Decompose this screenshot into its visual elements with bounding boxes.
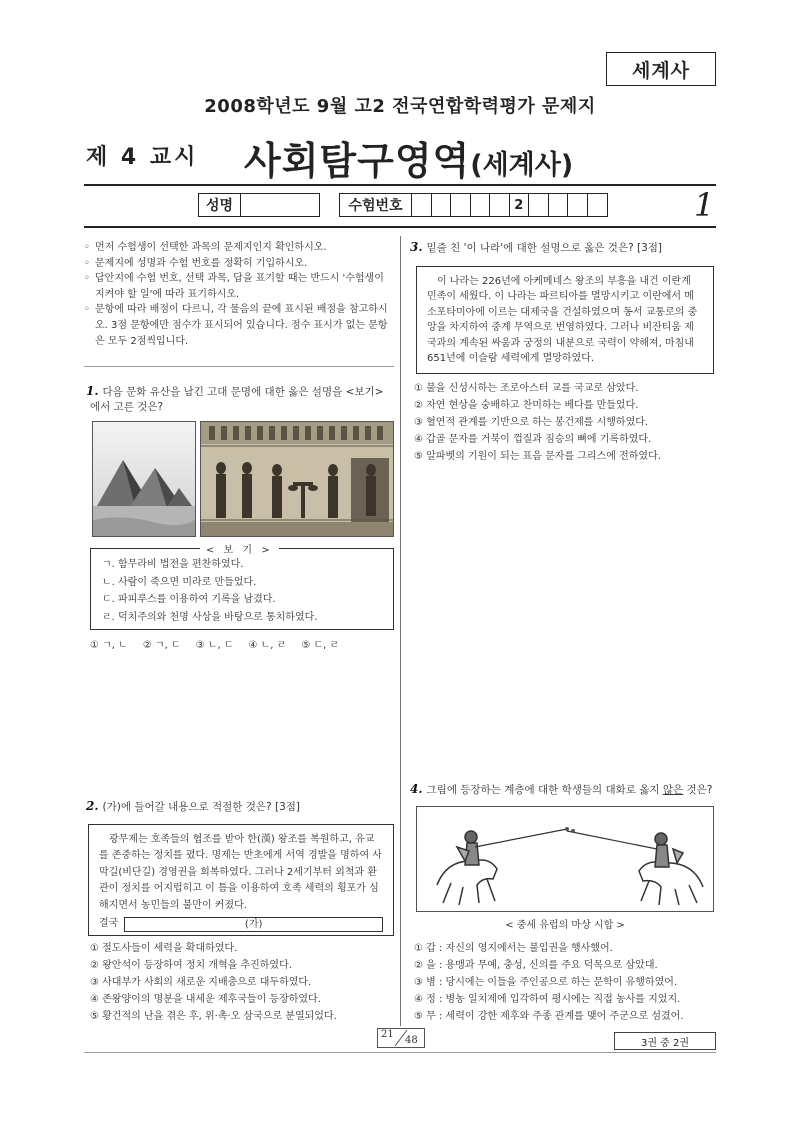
- answer-option[interactable]: ③ 병 : 당시에는 이들을 주인공으로 하는 문학이 유행하였어.: [414, 977, 678, 988]
- question-4-stem: [410, 782, 720, 798]
- question-text: 것은?: [683, 784, 713, 796]
- bogi-item: ㄹ. 덕치주의와 천명 사상을 바탕으로 통치하였다.: [102, 611, 318, 623]
- question-2-stem: [86, 799, 396, 815]
- page-current: 21: [381, 1029, 394, 1040]
- question-number: 2.: [86, 799, 99, 813]
- answer-option[interactable]: ③ 혈연적 관계를 기반으로 하는 봉건제를 시행하였다.: [414, 417, 649, 428]
- answer-option[interactable]: ③ 사대부가 사회의 새로운 지배층으로 대두하였다.: [90, 977, 312, 988]
- area-title-main: 사회탐구영역: [244, 139, 471, 183]
- exam-number-cell[interactable]: [529, 194, 549, 216]
- page-total: 48: [405, 1035, 418, 1046]
- papyrus-illustration: [201, 422, 394, 537]
- answer-option[interactable]: ③ ㄴ, ㄷ: [195, 640, 234, 651]
- question-2-passage: [88, 824, 394, 936]
- answer-option[interactable]: ① 절도사들이 세력을 확대하였다.: [90, 943, 238, 954]
- question-number: 1.: [86, 384, 99, 398]
- question-3-stem: [410, 240, 720, 256]
- exam-number-cell[interactable]: [471, 194, 491, 216]
- volume-indicator: 3권 중 2권: [614, 1032, 716, 1050]
- question-text: 다음 문화 유산을 남긴 고대 문명에 대한 옳은 설명을 <보기>: [102, 386, 384, 398]
- exam-title: 2008학년도 9월 고2 전국연합학력평가 문제지: [204, 96, 596, 117]
- answer-option[interactable]: ⑤ ㄷ, ㄹ: [301, 640, 340, 651]
- exam-number-cell[interactable]: [588, 194, 608, 216]
- name-field[interactable]: [198, 193, 320, 217]
- subject-badge: 세계사: [606, 52, 716, 86]
- question-1-stem: [86, 384, 396, 415]
- instruction-item: ◦ 문항에 따라 배점이 다르니, 각 물음의 끝에 표시된 배점을 참고하시오. 3점 문항에만 점수가 표시되어 있습니다. 점수 표시가 없는 문항은 모두 2점씩입니다.: [84, 302, 394, 349]
- bogi-item: ㄴ. 사람이 죽으면 미라로 만들었다.: [102, 576, 257, 588]
- answer-option[interactable]: ① ㄱ, ㄴ: [90, 640, 128, 651]
- header-divider-bottom: [84, 226, 716, 228]
- name-label: 성명: [199, 194, 241, 216]
- exam-number-cell[interactable]: [568, 194, 588, 216]
- name-value[interactable]: [241, 194, 319, 216]
- answer-option[interactable]: ① 갑 : 자신의 영지에서는 불입권을 행사했어.: [414, 943, 613, 954]
- question-2-options: [90, 940, 400, 1025]
- jousting-illustration: [417, 807, 714, 912]
- question-emphasis: 않은: [662, 784, 684, 796]
- image-caption: < 중세 유럽의 마상 시합 >: [505, 920, 625, 931]
- area-subtitle: (세계사): [470, 150, 574, 181]
- answer-option[interactable]: ⑤ 황건적의 난을 겪은 후, 위·촉·오 삼국으로 분열되었다.: [90, 1011, 337, 1022]
- question-text: 밑줄 친 '이 나라'에 대한 설명으로 옳은 것은? [3점]: [426, 242, 663, 254]
- question-number: 4.: [410, 782, 423, 796]
- instructions-list: [84, 240, 394, 349]
- question-3-passage: [416, 266, 714, 374]
- question-text: 에서 고른 것은?: [90, 401, 164, 413]
- column-divider: [400, 236, 401, 1026]
- answer-option[interactable]: ② 자연 현상을 숭배하고 찬미하는 베다를 만들었다.: [414, 400, 639, 411]
- result-label: 결국: [99, 918, 119, 930]
- header-divider: [84, 184, 716, 186]
- question-4-options: [414, 940, 724, 1025]
- jousting-image: [416, 806, 714, 912]
- answer-option[interactable]: ② ㄱ, ㄷ: [142, 640, 181, 651]
- instruction-item: ◦ 답안지에 수험 번호, 선택 과목, 답을 표기할 때는 반드시 '수험생이 지켜야 할 일'에 따라 표기하시오.: [84, 271, 394, 302]
- bogi-item: ㄷ. 파피루스를 이용하여 기록을 남겼다.: [102, 594, 276, 606]
- exam-number-cell[interactable]: [549, 194, 569, 216]
- answer-option[interactable]: ④ 갑골 문자를 거북이 껍질과 짐승의 뼈에 기록하였다.: [414, 434, 652, 445]
- question-text: 그림에 등장하는 계층에 대한 학생들의 대화로 옳지: [426, 784, 663, 796]
- passage-text: 이 나라는 226년에 아케메네스 왕조의 부흥을 내건 이란계 민족이 세웠다. 이 나라는 파르티아를 멸망시키고 이란에서 메소포타미아에 이르는 대제국을 건설하였으며 동서 교통로의 중앙을 차지하여 중계 무역으로 번영하였다. 그러나 비잔티움 제국과의 계속된 싸움과 궁정의 내분으로 국력이 약해져, 마침내 651년에 이슬람 세력에게 멸망하였다.: [427, 276, 698, 365]
- question-text: (가)에 들어갈 내용으로 적절한 것은? [3점]: [102, 801, 301, 813]
- exam-number-label: 수험번호: [340, 194, 412, 216]
- exam-number-field[interactable]: [339, 193, 608, 217]
- answer-option[interactable]: ② 왕안석이 등장하여 정치 개혁을 추진하였다.: [90, 960, 292, 971]
- question-3-options: [414, 380, 724, 465]
- passage-text: 광무제는 호족들의 협조를 받아 한(漢) 왕조를 복원하고, 유교를 존중하는 정치를 폈다. 명제는 반초에게 서역 경발을 명하여 사막길(비단길) 경영권을 회복하였다. 그러나 2세기부터 외척과 환관이 정치를 어지럽히고 이 틈을 이용하여 호족 세력의 횡포가 심해지면서 농민들의 불만이 커졌다.: [99, 834, 382, 911]
- answer-option[interactable]: ⑤ 알파벳의 기원이 되는 표음 문자를 그리스에 전하였다.: [414, 451, 661, 462]
- answer-option[interactable]: ④ 존왕양이의 명분을 내세운 제후국들이 등장하였다.: [90, 994, 321, 1005]
- area-title: [244, 130, 573, 185]
- blank-row: [99, 916, 383, 932]
- instruction-item: ◦ 먼저 수험생이 선택한 과목의 문제지인지 확인하시오.: [84, 240, 394, 256]
- exam-number-cell[interactable]: [432, 194, 452, 216]
- pyramids-image: [92, 421, 196, 537]
- question-number: 3.: [410, 240, 423, 254]
- exam-number-cell[interactable]: 2: [510, 194, 530, 216]
- answer-option[interactable]: ⑤ 무 : 세력이 강한 제후와 주종 관계를 맺어 주군으로 섬겼어.: [414, 1011, 684, 1022]
- exam-number-cell[interactable]: [490, 194, 510, 216]
- answer-option[interactable]: ④ ㄴ, ㄹ: [248, 640, 287, 651]
- bogi-title: < 보 기 >: [200, 541, 279, 556]
- answer-option[interactable]: ④ 정 : 병농 일치제에 입각하여 평시에는 직접 농사를 지었지.: [414, 994, 681, 1005]
- bogi-items: [102, 556, 317, 626]
- page-number: 1: [694, 186, 715, 224]
- answer-option[interactable]: ① 불을 신성시하는 조로아스터 교를 국교로 삼았다.: [414, 383, 639, 394]
- answer-option[interactable]: ② 을 : 용맹과 무예, 충성, 신의를 주요 덕목으로 삼았대.: [414, 960, 658, 971]
- pyramids-illustration: [93, 422, 196, 537]
- period-label: 제 4 교시: [86, 145, 199, 170]
- exam-number-cell[interactable]: [412, 194, 432, 216]
- notes-divider: [84, 366, 394, 367]
- instruction-item: ◦ 문제지에 성명과 수험 번호를 정확히 기입하시오.: [84, 256, 394, 272]
- question-1-options: [90, 637, 400, 654]
- footer-divider: [84, 1052, 716, 1053]
- book-of-dead-papyrus-image: [200, 421, 394, 537]
- booklet-page-indicator: [377, 1028, 425, 1048]
- bogi-item: ㄱ. 함무라비 법전을 편찬하였다.: [102, 559, 244, 570]
- exam-number-cell[interactable]: [451, 194, 471, 216]
- blank-ga: (가): [124, 917, 383, 932]
